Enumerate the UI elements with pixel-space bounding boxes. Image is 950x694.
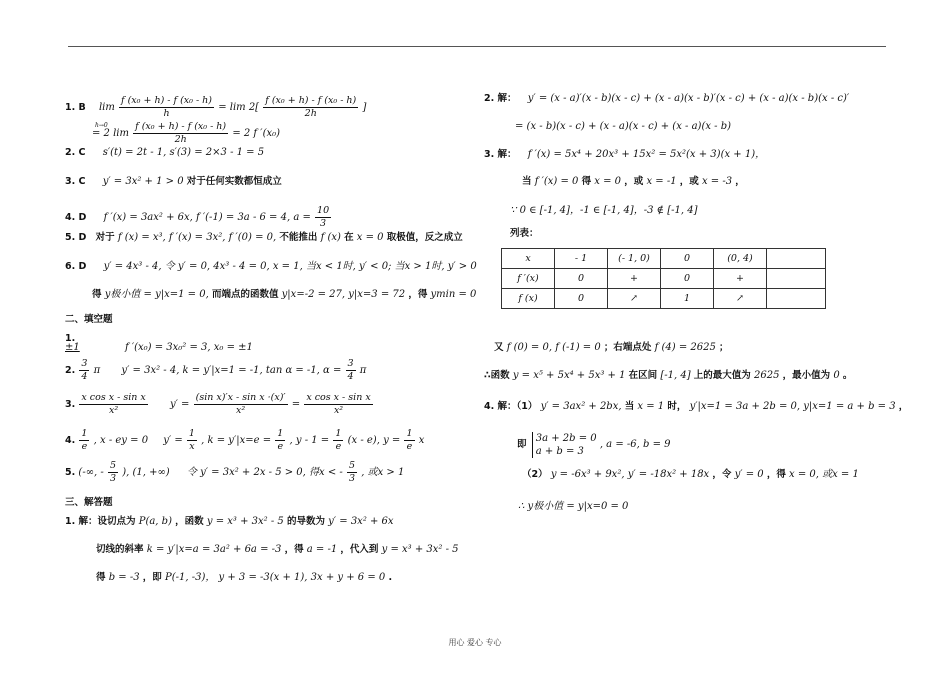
q6-line2: 得 y极小值 = y|x=1 = 0, 而端点的函数值 y|x=-2 = 27, y|x=3 = 72 ，得 ymin = 0 (92, 289, 477, 300)
table-cell: + (714, 269, 767, 289)
ans3-line3: ∵ 0 ∈ [-1, 4]，-1 ∈ [-1, 4]，-3 ∉ [-1, 4] (510, 205, 698, 216)
ans2-line2: = (x - b)(x - c) + (x - a)(x - c) + (x - a)(x - b) (515, 121, 732, 132)
table-row-header: f (x) (502, 289, 555, 309)
table-cell: (0, 4) (714, 249, 767, 269)
table-row (502, 289, 826, 309)
q2-line: 2. C s′(t) = 2t - 1, s′(3) = 2×3 - 1 = 5 (65, 147, 265, 158)
q3-line: 3. C y′ = 3x² + 1 > 0 对于任何实数都恒成立 (65, 176, 282, 187)
table-cell: 0 (661, 269, 714, 289)
table-row-header: f ′(x) (502, 269, 555, 289)
fill1-answer: ±1 f ′(x₀) = 3x₀² = 3, x₀ = ±1 (65, 342, 253, 353)
fill3-line: 3. $\frac{\text{x cos x - sin x}}{\text{x²}}$ y′ = $\frac{\text{(sin x)′x - sin x ·(x)′}}{\text{x²}}$ = $\frac{\text{x cos x - sin x}}{\text{x²}}$ (65, 392, 371, 416)
table-cell: 1 (661, 289, 714, 309)
table-cell: ↗ (714, 289, 767, 309)
fill4-line: 4. $\frac{1}{e}$ , x - ey = 0 y′ = $\frac{1}{x}$ , k = y′|x=e = $\frac{1}{e}$ , y - 1 = $\frac{1}{e}$ (x - e), y = $\frac{1}{e}$ x (65, 428, 425, 452)
ans1-line3: 得 b = -3 ，即 P(-1, -3)， y + 3 = -3(x + 1), 3x + y + 6 = 0 . (96, 572, 393, 583)
fill2-line: 2. $\frac{3}{4}$ π y′ = 3x² - 4, k = y′|x=1 = -1, tan α = -1, α = $\frac{3}{4}$ π (65, 358, 367, 382)
section3-heading: 三、解答题 (65, 497, 113, 508)
top-rule (68, 46, 886, 47)
q1-line2: = 2 lim $\frac{\text{f (x₀ + h) - f (x₀ - h)}}{2h}$ = 2 f ′(x₀) (92, 121, 281, 145)
ans3-line4: 又 f (0) = 0, f (-1) = 0 ；右端点处 f (4) = 2625 ； (494, 342, 729, 353)
ans4-line3: （2） y = -6x³ + 9x², y′ = -18x² + 18x ，令 y′ = 0 ，得 x = 0, 或x = 1 (522, 469, 859, 480)
table-row (502, 249, 826, 269)
table-cell (767, 249, 826, 269)
table-cell: 0 (661, 249, 714, 269)
table-cell (767, 269, 826, 289)
page-footer: 用心 爱心 专心 (448, 638, 502, 647)
table-cell: ↗ (608, 289, 661, 309)
fill1-line: 1. (65, 333, 76, 344)
section2-heading: 二、填空题 (65, 314, 113, 325)
equation-system: 3a + 2b = 0 a + b = 3 (532, 432, 597, 458)
table-cell: 0 (555, 269, 608, 289)
variation-table (501, 248, 826, 309)
fill5-line: 5. (-∞, - $\frac{5}{3}$ ), (1, +∞) 令 y′ = 3x² + 2x - 5 > 0, 得x < - $\frac{5}{3}$ , 或x > 1 (65, 460, 405, 484)
ans1-line1: 1. 解：设切点为 P(a, b) ，函数 y = x³ + 3x² - 5 的导数为 y′ = 3x² + 6x (65, 516, 394, 527)
table-cell (767, 289, 826, 309)
q5-line: 5. D 对于 f (x) = x³, f ′(x) = 3x², f ′(0) = 0, 不能推出 f (x) 在 x = 0 取极值，反之成立 (65, 232, 463, 243)
table-cell: 0 (555, 289, 608, 309)
table-cell: (- 1, 0) (608, 249, 661, 269)
table-row-header: x (502, 249, 555, 269)
ans4-line2: 即 3a + 2b = 0 a + b = 3 , a = -6, b = 9 (517, 433, 671, 457)
ans2-line1: 2. 解： y′ = (x - a)′(x - b)(x - c) + (x - a)(x - b)′(x - c) + (x - a)(x - b)(x - c)′ (484, 93, 850, 104)
ans4-line1: 4. 解：（1） y′ = 3ax² + 2bx, 当 x = 1 时， y′|x=1 = 3a + 2b = 0, y|x=1 = a + b = 3 ， (484, 401, 909, 412)
ans3-line5: ∴函数 y = x⁵ + 5x⁴ + 5x³ + 1 在区间 [-1, 4] 上的最大值为 2625 ，最小值为 0 。 (484, 370, 853, 381)
q1-limit-sub: h→0 (95, 122, 108, 129)
table-cell: - 1 (555, 249, 608, 269)
ans3-list-label: 列表： (510, 228, 539, 239)
table-row (502, 269, 826, 289)
q6-line1: 6. D y′ = 4x³ - 4, 令 y′ = 0, 4x³ - 4 = 0, x = 1, 当x < 1时, y′ < 0; 当x > 1时, y′ > 0 (65, 261, 477, 272)
ans4-line4: ∴ y极小值 = y|x=0 = 0 (518, 501, 629, 512)
ans3-line2: 当 f ′(x) = 0 得 x = 0 ，或 x = -1 ，或 x = -3 ， (522, 176, 745, 187)
ans3-line1: 3. 解： f ′(x) = 5x⁴ + 20x³ + 15x² = 5x²(x + 3)(x + 1)， (484, 149, 766, 160)
ans1-line2: 切线的斜率 k = y′|x=a = 3a² + 6a = -3 ，得 a = -1 ，代入到 y = x³ + 3x² - 5 (96, 544, 459, 555)
q4-line: 4. D f ′(x) = 3ax² + 6x, f ′(-1) = 3a - 6 = 4, a = $\frac{10}{3}$ (65, 205, 330, 229)
q1-line1: 1. B lim $\frac{\text{f (x₀ + h) - f (x₀ - h)}}{h}$ = lim 2[ $\frac{\text{f (x₀ + h) - f (x₀ - h)}}{2h}$ ] (65, 95, 367, 119)
table-cell: + (608, 269, 661, 289)
